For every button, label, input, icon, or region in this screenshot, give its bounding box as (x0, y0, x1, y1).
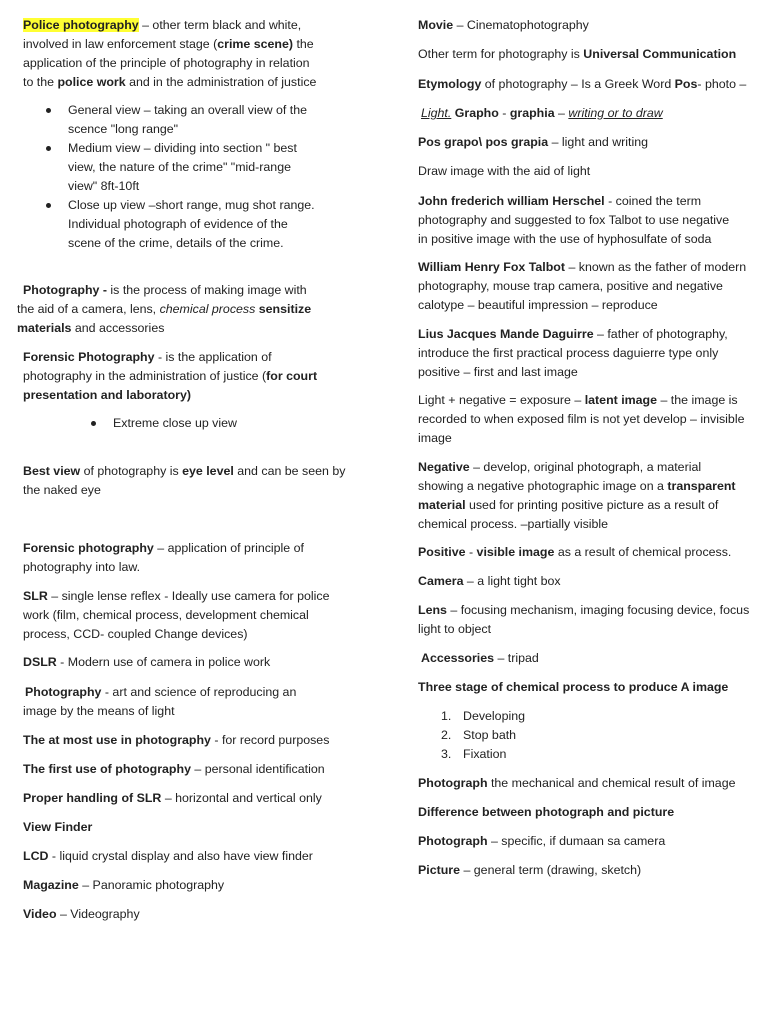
negative-paragraph (418, 458, 736, 534)
draw-image-paragraph (418, 162, 590, 181)
bullet-close-up-view (68, 196, 315, 253)
term: Lius Jacques Mande Daguirre (418, 327, 594, 341)
talbot-paragraph (418, 258, 746, 315)
bullet-icon (46, 146, 51, 151)
text: calotype – beautiful impression – reproduce (418, 298, 658, 312)
text: to the (23, 75, 58, 89)
bullet-extreme-close-up (113, 414, 237, 433)
text: - coined the term (604, 194, 702, 208)
forensic-photography-2 (23, 539, 304, 577)
text: and in the administration of justice (125, 75, 317, 89)
italic-text: chemical process (159, 302, 256, 316)
term: Photograph (418, 834, 488, 848)
bold-text: Pos (674, 77, 698, 91)
term: DSLR (23, 655, 57, 669)
daguirre-paragraph (418, 325, 728, 382)
police-photography-paragraph (23, 16, 316, 92)
term: Forensic photography (23, 541, 154, 555)
police-photography-term: Police photography (23, 18, 139, 32)
text: work (film, chemical process, development chemical (23, 608, 309, 622)
bold-text: Universal Communication (583, 47, 737, 61)
term: Camera (418, 574, 464, 588)
bullet-medium-view (68, 139, 297, 196)
text: of photography – Is a Greek Word (481, 77, 675, 91)
bold-text: transparent (667, 479, 736, 493)
text: the naked eye (23, 483, 101, 497)
bold-text: presentation and laboratory) (23, 388, 191, 402)
text: image (418, 431, 452, 445)
difference-heading (418, 803, 674, 822)
text: positive – first and last image (418, 365, 578, 379)
text: the mechanical and chemical result of image (487, 776, 736, 790)
lens-paragraph (418, 601, 749, 639)
bold-text: Difference between photograph and picture (418, 805, 675, 819)
text: – a light tight box (463, 574, 561, 588)
text: the (293, 37, 314, 51)
text: – application of principle of (153, 541, 304, 555)
text: introduce the first practical process daguierre type only (418, 346, 719, 360)
text: Stop bath (463, 728, 517, 742)
bold-text: sensitize (258, 302, 312, 316)
text: - liquid crystal display and also have view finder (48, 849, 313, 863)
text: involved in law enforcement stage ( (23, 37, 218, 51)
bold-text: latent image (584, 393, 658, 407)
text: and can be seen by (233, 464, 346, 478)
text: - for record purposes (210, 733, 330, 747)
text: light to object (418, 622, 492, 636)
bullet-icon (46, 203, 51, 208)
text: – Videography (56, 907, 140, 921)
term: Proper handling of SLR (23, 791, 162, 805)
picture-paragraph (418, 861, 641, 880)
text: – focusing mechanism, imaging focusing device, focus (446, 603, 750, 617)
first-use-paragraph (23, 760, 325, 779)
slr-paragraph (23, 587, 329, 644)
text: scence "long range" (68, 122, 179, 136)
term: The first use of photography (23, 762, 191, 776)
text: process, CCD- coupled Change devices) (23, 627, 248, 641)
photography-definition (17, 281, 312, 338)
text: – light and writing (548, 135, 649, 149)
text: Close up view –short range, mug shot range. (68, 198, 315, 212)
text: – Cinematophotography (453, 18, 589, 32)
underlined-text: writing or to draw (568, 106, 663, 120)
text: - is the application of (154, 350, 272, 364)
term: John frederich william Herschel (418, 194, 605, 208)
lcd-paragraph (23, 847, 313, 866)
most-use-paragraph (23, 731, 329, 750)
bullet-icon (46, 108, 51, 113)
bold-text: Grapho (451, 106, 499, 120)
dslr-paragraph (23, 653, 270, 672)
bold-text: material (418, 498, 466, 512)
bold-text: eye level (182, 464, 234, 478)
positive-paragraph (418, 543, 731, 562)
text: – specific, if dumaan sa camera (487, 834, 666, 848)
text: Draw image with the aid of light (418, 164, 591, 178)
text: photography in the administration of justice ( (23, 369, 267, 383)
term: Magazine (23, 878, 79, 892)
accessories-paragraph (421, 649, 539, 668)
text: - (465, 545, 477, 559)
bold-text: for court (266, 369, 318, 383)
text: view" 8ft-10ft (68, 179, 140, 193)
term: Positive (418, 545, 466, 559)
term: Picture (418, 863, 461, 877)
text: photography, mouse trap camera, positive and negative (418, 279, 723, 293)
list-item (441, 745, 507, 764)
term: Negative (418, 460, 470, 474)
text: and accessories (71, 321, 165, 335)
bold-text: crime scene) (217, 37, 293, 51)
photography-art-paragraph (25, 683, 296, 721)
video-paragraph (23, 905, 140, 924)
handling-paragraph (23, 789, 322, 808)
term: Video (23, 907, 57, 921)
camera-paragraph (418, 572, 561, 591)
magazine-paragraph (23, 876, 224, 895)
text: - photo – (697, 77, 747, 91)
term: Pos grapo\ pos grapia (418, 135, 549, 149)
forensic-photography-definition (23, 348, 317, 405)
term: Lens (418, 603, 447, 617)
text: view, the nature of the crime" "mid-range (68, 160, 291, 174)
term: LCD (23, 849, 49, 863)
bold-text: graphia (509, 106, 555, 120)
text: Individual photograph of evidence of the (68, 217, 288, 231)
bold-text: police work (57, 75, 126, 89)
text: – horizontal and vertical only (161, 791, 322, 805)
underlined-text: Light. (421, 106, 452, 120)
text: of photography is (80, 464, 183, 478)
movie-paragraph (418, 16, 589, 35)
text: - (498, 106, 510, 120)
term: William Henry Fox Talbot (418, 260, 565, 274)
text: scene of the crime, details of the crime. (68, 236, 284, 250)
etymology-paragraph (418, 75, 746, 94)
viewfinder-paragraph (23, 818, 92, 837)
list-number: 1. (441, 709, 452, 723)
text: – father of photography, (593, 327, 728, 341)
text: in positive image with the use of hyphosulfate of soda (418, 232, 712, 246)
term: Accessories (421, 651, 495, 665)
text: Light + negative = exposure – (418, 393, 585, 407)
herschel-paragraph (418, 192, 729, 249)
text: – personal identification (190, 762, 325, 776)
text: – Panoramic photography (78, 878, 225, 892)
term: Forensic Photography (23, 350, 155, 364)
text: – tripad (494, 651, 539, 665)
text: showing a negative photographic image on a (418, 479, 668, 493)
list-number: 3. (441, 747, 452, 761)
term: Photography - (23, 283, 107, 297)
bullet-general-view (68, 101, 307, 139)
bold-text: Three stage of chemical process to produce A image (418, 680, 729, 694)
term: View Finder (23, 820, 93, 834)
text: Other term for photography is (418, 47, 584, 61)
bold-text: visible image (476, 545, 555, 559)
text: chemical process. –partially visible (418, 517, 609, 531)
latent-image-paragraph (418, 391, 744, 448)
term: The at most use in photography (23, 733, 211, 747)
term: SLR (23, 589, 48, 603)
text: photography and suggested to fox Talbot to use negative (418, 213, 730, 227)
text: Extreme close up view (113, 416, 237, 430)
text: – single lense reflex - Ideally use camera for police (47, 589, 330, 603)
text: – develop, original photograph, a material (469, 460, 702, 474)
best-view-paragraph (23, 462, 345, 500)
text: General view – taking an overall view of the (68, 103, 307, 117)
photograph-specific-paragraph (418, 832, 665, 851)
list-number: 2. (441, 728, 452, 742)
text: Medium view – dividing into section " best (68, 141, 297, 155)
light-grapho-paragraph (421, 104, 663, 123)
bullet-icon (91, 421, 96, 426)
text: – (554, 106, 569, 120)
text: the aid of a camera, lens, (17, 302, 160, 316)
term: Photography (25, 685, 102, 699)
term: Best view (23, 464, 81, 478)
text: application of the principle of photography in relation (23, 56, 310, 70)
text: – known as the father of modern (565, 260, 747, 274)
text: Developing (463, 709, 525, 723)
list-item (441, 707, 525, 726)
other-term-paragraph (418, 45, 736, 64)
pos-grapo-paragraph (418, 133, 648, 152)
photograph-definition (418, 774, 735, 793)
list-item (441, 726, 517, 745)
text: is the process of making image with (106, 283, 307, 297)
text: - Modern use of camera in police work (56, 655, 271, 669)
text: used for printing positive picture as a result of (465, 498, 719, 512)
bold-text: materials (17, 321, 72, 335)
text: photography into law. (23, 560, 141, 574)
text: as a result of chemical process. (554, 545, 732, 559)
text: – general term (drawing, sketch) (460, 863, 642, 877)
term: Photograph (418, 776, 488, 790)
three-stage-heading (418, 678, 728, 697)
text: – other term black and white, (138, 18, 302, 32)
text: image by the means of light (23, 704, 175, 718)
text: - art and science of reproducing an (101, 685, 297, 699)
text: – the image is (657, 393, 738, 407)
term: Movie (418, 18, 454, 32)
term: Etymology (418, 77, 482, 91)
text: recorded to when exposed film is not yet develop – invisible (418, 412, 745, 426)
text: Fixation (463, 747, 507, 761)
